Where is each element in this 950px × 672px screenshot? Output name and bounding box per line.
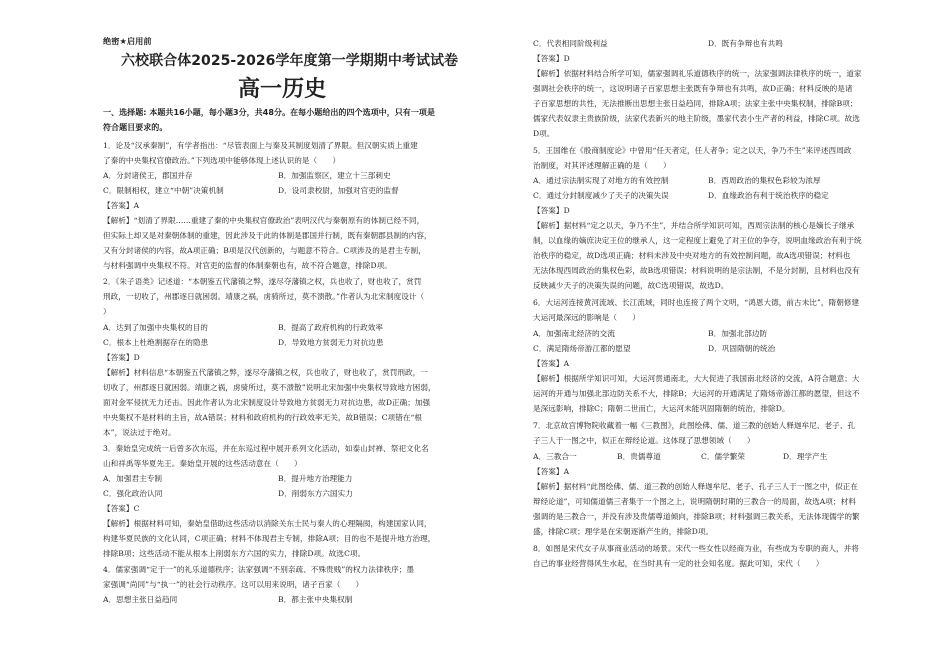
option-b: B．贵儒尊道	[617, 452, 661, 461]
option-b: B．提高了政府机构的行政效率	[278, 323, 383, 332]
analysis-line: 与材料强调中央集权不符。对官吏的监督的体制秦朝也有，故不符合题意，排除D项。	[103, 261, 392, 270]
option-d: D．巩固隋朝的统治	[708, 344, 776, 353]
question-stem: 4．儒家强调“定于一”的礼乐道德秩序；法家强调“不别亲疏、不殊贵贱”的权力法律秩序；墨	[103, 565, 415, 574]
option-b: B．都主张中央集权制	[278, 595, 353, 604]
analysis-line: 【解析】根据材料可知，秦始皇借助这些活动以消除关东士民与秦人的心理隔阂，构建国家认同，	[103, 519, 432, 528]
option-d: D．设司隶校尉，加强对官吏的监督	[278, 186, 399, 195]
option-a: A．思想主张日益趋同	[103, 595, 178, 604]
option-c: C．代表相同阶级利益	[533, 39, 608, 48]
question-stem: 了秦的中央集权官僚政治。”下列选项中能够体现上述认识的是（ ）	[103, 156, 341, 165]
option-b: B．西周政治的集权色彩较为浓厚	[708, 176, 821, 185]
subject-title: 高一历史	[238, 77, 327, 102]
question-stem: 大运河最深远的影响是（ ）	[533, 313, 641, 322]
analysis-line: 强调社会秩序的统一，这说明诸子百家思想主张既有争辩也有共鸣，故D正确；材料反映的是诸	[533, 84, 853, 93]
analysis-line: 辩经论道”，可知儒道儒三者集于一个图之上，说明隋朝时期的三教合一的局面，故选A项；材料	[533, 497, 856, 506]
question-stem: 7．北京故宫博物院收藏着一幅《三教图》，此图绘佛、儒、道三教的创始人释迦牟尼、老子、孔	[533, 421, 856, 430]
question-stem: 6．大运河连接黄河流域、长江流域，同时也连接了两个文明，“鸿恩大德，前古未比”，隋朝修建	[533, 298, 860, 307]
analysis-line: 中央集权不是材料的主旨，故A错误；材料和政府机构的行政效率无关，故B错误；C项错在“根	[103, 413, 423, 422]
option-a: A．达到了加强中央集权的目的	[103, 323, 208, 332]
question-stem: 5．王国维在《殷商制度论》中曾用“任天者定，任人者争；定之以天，争乃不生”来评述西周政	[533, 146, 852, 155]
option-b: B．加强北部边防	[708, 329, 768, 338]
analysis-line: 面对金军侵扰无力还击。因此作者认为北宋制度设计导致地方贫弱无力对抗边患，故D正确；加强	[103, 398, 431, 407]
section-instructions-line: 符合题目要求的。	[103, 123, 168, 132]
option-d: D．削弱东方六国实力	[278, 489, 353, 498]
option-d: D．导致地方贫弱无力对抗边患	[278, 338, 384, 347]
analysis-line: D项。	[533, 129, 555, 138]
option-d: D．理学产生	[783, 452, 828, 461]
answer: 【答案】D	[533, 206, 570, 215]
analysis-line: 排除B项；这些活动不能从根本上削弱东方六国的实力，排除D项。故选C项。	[103, 549, 366, 558]
analysis-line: 本”，说法过于绝对。	[103, 428, 176, 437]
question-stem: 家强调“尚同”与“执一”的社会行动秩序。这可以用来说明，诸子百家（ ）	[103, 580, 364, 589]
answer: 【答案】A	[533, 467, 570, 476]
analysis-line: 是深远影响，排除C；隋朝二世而亡，大运河未能巩固隋朝的统治，排除D。	[533, 404, 790, 413]
analysis-line: 反映减少天子的决策失误的问题，故C选项错误，故选D。	[533, 281, 729, 290]
option-c: C．根本上杜绝割据存在的隐患	[103, 338, 209, 347]
analysis-line: 又有分封诸侯的内容，故A项正确；B项是汉代创新的，与题意不符合。C项涉及的是君主专制，	[103, 246, 426, 255]
analysis-line: 运河的开通与加强北部边防关系不大，排除B；大运河的开通满足了隋炀帝游江都的愿望，但这不	[533, 389, 860, 398]
analysis-line: 【解析】据材料“此图绘佛、儒、道三教的创始人释迦牟尼、老子、孔子三人于一图之中，似正在	[533, 482, 858, 491]
option-c: C．通过分封制度减少了天子的决策失误	[533, 191, 669, 200]
analysis-line: 切收了，州郡逐日就困弱。靖康之祸，虏骑所过，莫不溃散”说明北宋加强中央集权导致地方困弱，	[103, 383, 436, 392]
question-stem: 8．如图是宋代女子从事商业活动的场景。宋代一些女性以经商为业，有些成为专职的商人，并将	[533, 544, 859, 553]
analysis-line: 制，以血缘的嫡庶决定王位的继承人，这一定程度上避免了对王位的争夺，说明血缘政治有利于统	[533, 236, 862, 245]
question-stem: 刑政，一切收了，州郡逐日就困弱。靖康之祸，虏骑所过，莫不溃散。”作者认为北宋制度设计（	[103, 292, 425, 301]
question-stem: 治制度，对其评述理解正确的是（ ）	[533, 161, 671, 170]
option-c: C．强化政治认同	[103, 489, 163, 498]
question-stem: 1．论及“汉承秦制”，有学者指出：“尽管表面上与秦及其制度划清了界限。但汉朝实质上重建	[103, 141, 418, 150]
secret-label: 绝密★启用前	[103, 36, 152, 46]
question-stem: 子三人于一图之中，似正在辩经论道。这体现了思想领域（ ）	[533, 436, 755, 445]
option-a: A．通过宗法制实现了对地方的有效控制	[533, 176, 669, 185]
question-stem: 2．《朱子语类》记述道：“本朝鉴五代藩镇之弊，遂尽夺藩镇之权，兵也收了，财也收了，赏罚	[103, 277, 422, 286]
question-stem: 山和祥禹等华夏先王。秦始皇开展的这些活动意在（ ）	[103, 459, 302, 468]
analysis-line: 【解析】根据所学知识可知，大运河贯通南北，大大促进了我国南北经济的交流，A符合题意；大	[533, 374, 860, 383]
answer: 【答案】D	[533, 54, 570, 63]
analysis-line: 无法体现西周政治的集权色彩，故B选项错误；材料说明的是宗法制，不是分封制，且材料也没有	[533, 266, 860, 275]
answer: 【答案】D	[103, 353, 140, 362]
option-c: C．儒学繁荣	[701, 452, 746, 461]
answer: 【答案】A	[533, 359, 570, 368]
option-b: B．加强监察区，建立十三部刺史	[278, 171, 391, 180]
analysis-line: 【解析】依据材料结合所学可知，儒家强调礼乐道德秩序的统一，法家强调法律秩序的统一，道家	[533, 69, 862, 78]
question-stem: ）	[103, 307, 111, 316]
answer: 【答案】A	[103, 201, 140, 210]
analysis-line: 强调的是三教合一，并没有涉及贵儒尊道倾向，排除B项；材料强调三教关系，无法体现儒学的繁	[533, 512, 860, 521]
option-d: D．既有争辩也有共鸣	[708, 39, 783, 48]
option-a: A．加强君主专制	[103, 474, 163, 483]
option-a: A．加强南北经济的交流	[533, 329, 615, 338]
analysis-line: 但实际上却又是对秦朝体制的重建，因此涉及于此的体制是郡国并行制，既有秦朝郡县制的内容，	[103, 231, 432, 240]
option-b: B．提升地方治理能力	[278, 474, 353, 483]
analysis-line: 儒家代表奴隶主贵族阶级，法家代表新兴的地主阶级，墨家代表小生产者的利益，排除C项。故选	[533, 114, 860, 123]
analysis-line: 【解析】材料信息“本朝鉴五代藩镇之弊，遂尽夺藩镇之权，兵也收了，财也收了，赏罚刑政，一	[103, 368, 428, 377]
exam-title: 六校联合体2025-2026学年度第一学期期中考试试卷	[121, 53, 459, 69]
answer: 【答案】C	[103, 504, 140, 513]
analysis-line: 子百家思想的共性，无法推断出思想主张日益趋同，排除A项；法家主张中央集权制，排除B项；	[533, 99, 858, 108]
section-instructions-line: 一、选择题: 本题共16小题，每小题3分，共48分。在每小题给出的四个选项中，只有一项是	[103, 108, 436, 117]
analysis-line: 盛，排除C项；理学是在宋朝逐渐产生的，排除D项。	[533, 527, 714, 536]
analysis-line: 【解析】据材料“定之以天，争乃不生”，并结合所学知识可知，西周宗法制的核心是嫡长子继承	[533, 221, 855, 230]
analysis-line: 治秩序的稳定，故D选项正确；材料未涉及中央对地方的有效控制问题，故A选项错误；材料也	[533, 251, 851, 260]
option-d: D．血缘政治有利于统治秩序的稳定	[708, 191, 829, 200]
option-c: C．满足隋炀帝游江都的愿望	[533, 344, 631, 353]
analysis-line: 构建华夏民族的文化认同，C项正确；材料不体现君主专制，排除A项；目的也不是提升地方治理，	[103, 534, 436, 543]
option-c: C．限制相权，建立“中朝”决策机制	[103, 186, 224, 195]
option-a: A．三教合一	[533, 452, 577, 461]
analysis-line: 【解析】“划清了界限……重建了秦的中央集权官僚政治”表明汉代与秦朝原有的体制已经不同，	[103, 216, 425, 225]
option-a: A．分封诸侯王，郡国并存	[103, 171, 193, 180]
question-stem: 3．秦始皇完成统一后曾多次东巡，并在东巡过程中展开系列文化活动，如泰山封禅、祭祀文化名	[103, 444, 429, 453]
question-stem: 自己的事业经营得风生水起，在当时具有一定的社会知名度。据此可知，宋代（ ）	[533, 559, 824, 568]
